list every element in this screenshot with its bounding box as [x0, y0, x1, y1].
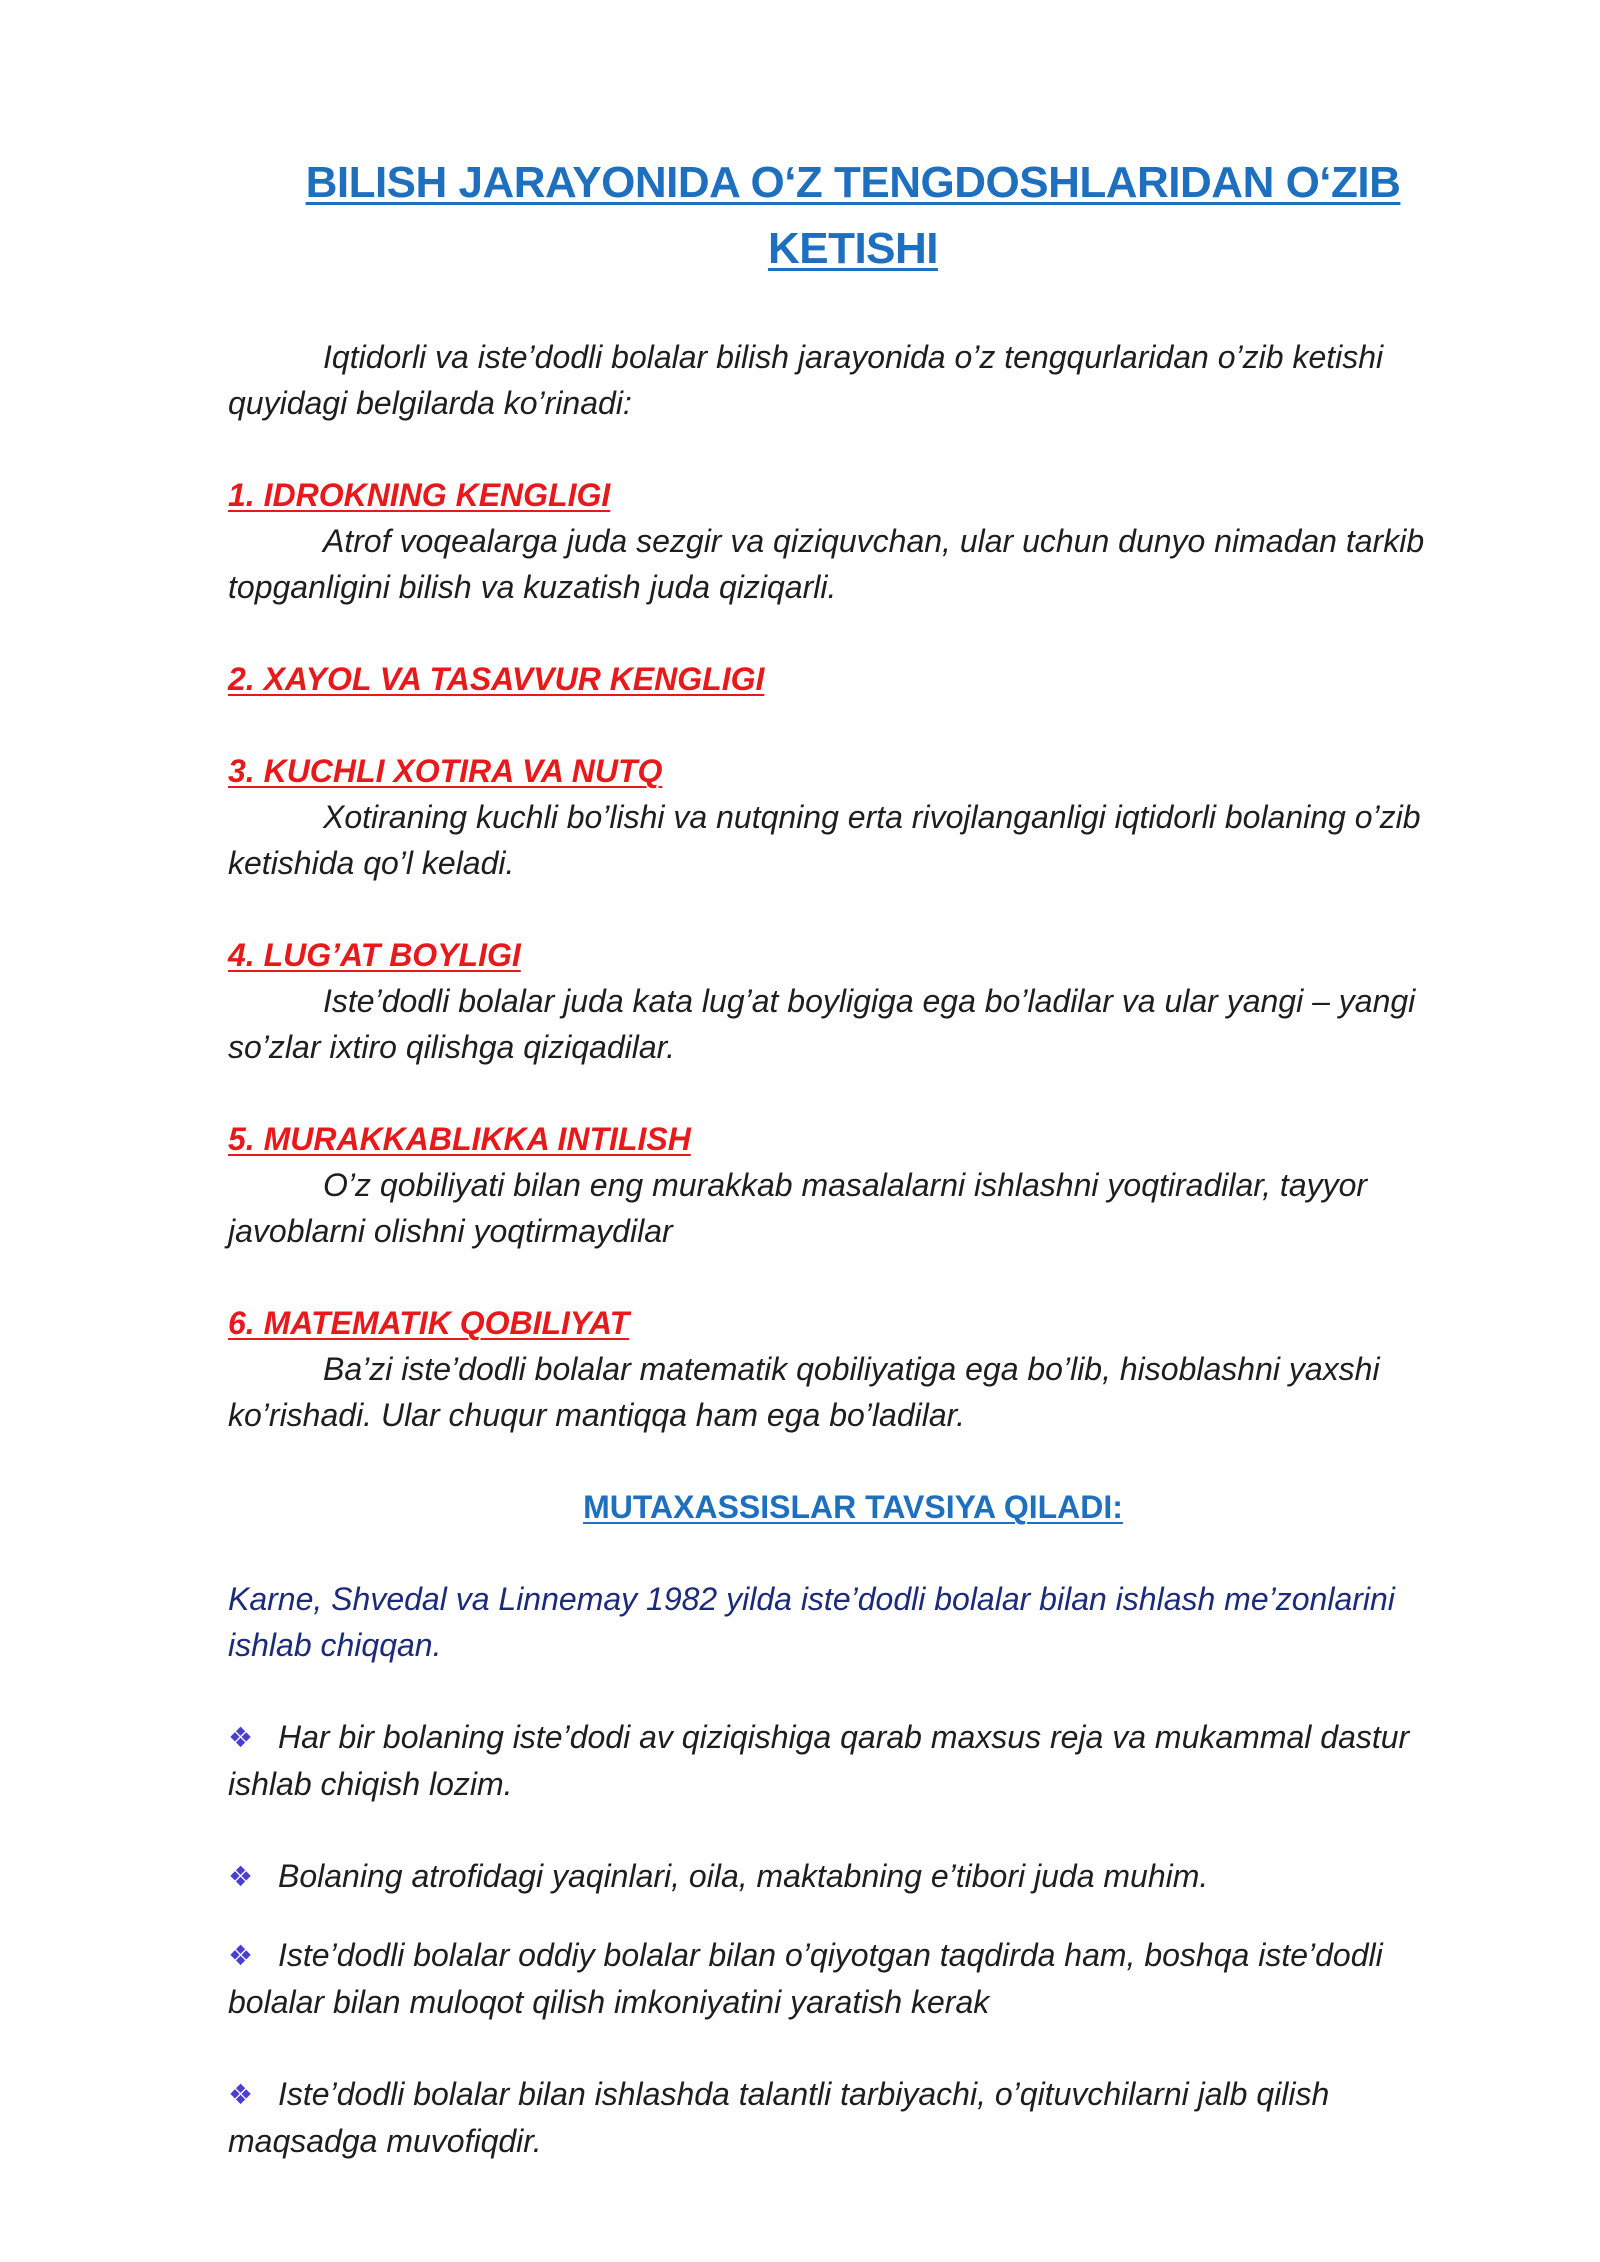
bullet-item-3: [228, 1932, 1478, 2025]
section-heading-4: 4. LUG’AT BOYLIGI: [228, 937, 521, 973]
diamond-bullet-icon: ❖: [228, 1861, 254, 1892]
section-heading-6: 6. MATEMATIK QOBILIYAT: [228, 1305, 630, 1341]
bullet-text: Bolaning atrofidagi yaqinlari, oila, maktabning e’tibori juda muhim.: [278, 1858, 1209, 1894]
document-content: [228, 150, 1478, 2164]
section-text-5: O’z qobiliyati bilan eng murakkab masalalarni ishlashni yoqtiradilar, tayyor javoblarni olishni yoqtirmaydilar: [228, 1167, 1368, 1249]
section-text-4: Iste’dodli bolalar juda kata lug’at boyligiga ega bo’ladilar va ular yangi – yangi so’zlar ixtiro qilishga qiziqadilar.: [228, 983, 1416, 1065]
section-heading-2: 2. XAYOL VA TASAVVUR KENGLIGI: [228, 661, 765, 697]
bullet-item-1: [228, 1714, 1478, 1807]
section-heading-3: 3. KUCHLI XOTIRA VA NUTQ: [228, 753, 663, 789]
bullet-item-2: [228, 1853, 1478, 1900]
bullet-text: Iste’dodli bolalar oddiy bolalar bilan o’qiyotgan taqdirda ham, boshqa iste’dodli bolalar bilan muloqot qilish imkoniyatini yaratish kerak: [228, 1937, 1383, 2020]
section-text-6: Ba’zi iste’dodli bolalar matematik qobiliyatiga ega bo’lib, hisoblashni yaxshi ko’rishadi. Ular chuqur mantiqqa ham ega bo’ladilar.: [228, 1351, 1380, 1433]
diamond-bullet-icon: ❖: [228, 1940, 254, 1971]
document-title: BILISH JARAYONIDA O‘Z TENGDOSHLARIDAN O‘ZIB KETISHI: [305, 158, 1401, 273]
section-text-1: Atrof voqealarga juda sezgir va qiziquvchan, ular uchun dunyo nimadan tarkib topganligini bilish va kuzatish juda qiziqarli.: [228, 523, 1425, 605]
section-heading-5: 5. MURAKKABLIKKA INTILISH: [228, 1121, 691, 1157]
section-heading-1: 1. IDROKNING KENGLIGI: [228, 477, 611, 513]
recommend-title: MUTAXASSISLAR TAVSIYA QILADI:: [583, 1489, 1123, 1525]
bullet-text: Har bir bolaning iste’dodi av qiziqishiga qarab maxsus reja va mukammal dastur ishlab chiqish lozim.: [228, 1719, 1410, 1802]
diamond-bullet-icon: ❖: [228, 2079, 254, 2110]
diamond-bullet-icon: ❖: [228, 1722, 254, 1753]
bullet-text: Iste’dodli bolalar bilan ishlashda talantli tarbiyachi, o’qituvchilarni jalb qilish maqsadga muvofiqdir.: [228, 2076, 1330, 2159]
intro-paragraph: Iqtidorli va iste’dodli bolalar bilish jarayonida o’z tengqurlaridan o’zib ketishi quyidagi belgilarda ko’rinadi:: [228, 339, 1384, 421]
bullet-item-4: [228, 2071, 1478, 2164]
recommend-intro: Karne, Shvedal va Linnemay 1982 yilda iste’dodli bolalar bilan ishlash me’zonlarini ishlab chiqqan.: [228, 1581, 1395, 1663]
section-text-3: Xotiraning kuchli bo’lishi va nutqning erta rivojlanganligi iqtidorli bolaning o’zib ketishida qo’l keladi.: [228, 799, 1421, 881]
